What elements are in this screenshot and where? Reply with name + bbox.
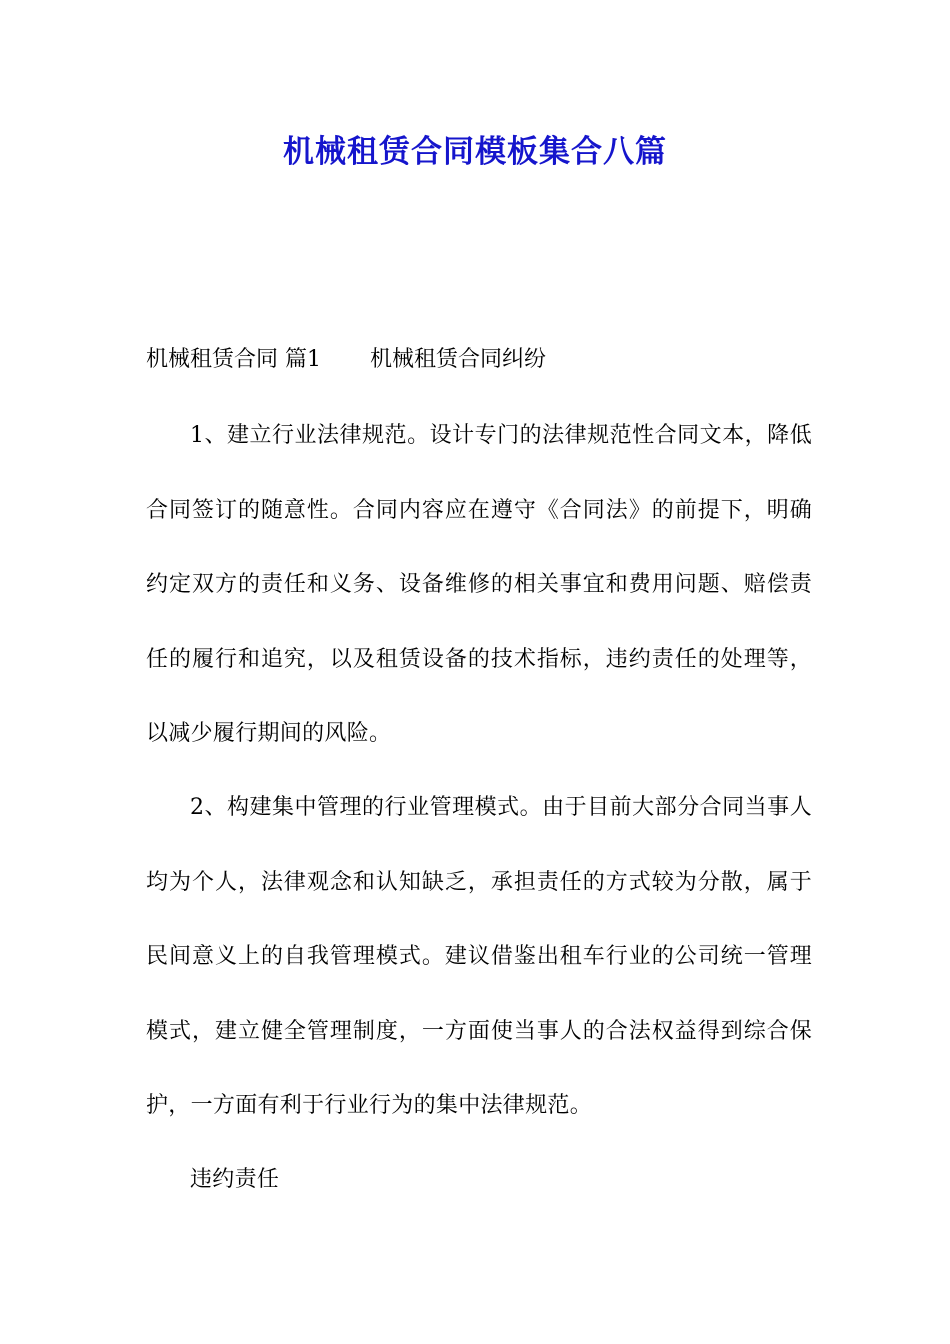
paragraph: 2、构建集中管理的行业管理模式。由于目前大部分合同当事人均为个人，法律观念和认知缺乏，承担责任的方式较为分散，属于民间意义上的自我管理模式。建议借鉴出租车行业的公司统一管理模式，建立健全管理制度，一方面使当事人的合法权益得到综合保护，一方面有利于行业行为的集中法律规范。 [146, 795, 812, 1118]
section-heading-label: 机械租赁合同 篇1 [146, 347, 321, 372]
paragraph: 1、建立行业法律规范。设计专门的法律规范性合同文本，降低合同签订的随意性。合同内容应在遵守《合同法》的前提下，明确约定双方的责任和义务、设备维修的相关事宜和费用问题、赔偿责任的履行和追究，以及租赁设备的技术指标，违约责任的处理等，以减少履行期间的风险。 [146, 423, 812, 746]
document-title: 机械租赁合同模板集合八篇 [283, 134, 667, 170]
paragraph: 违约责任 [190, 1167, 280, 1192]
section-heading-subtitle: 机械租赁合同纠纷 [369, 347, 546, 372]
section-heading [146, 349, 812, 371]
